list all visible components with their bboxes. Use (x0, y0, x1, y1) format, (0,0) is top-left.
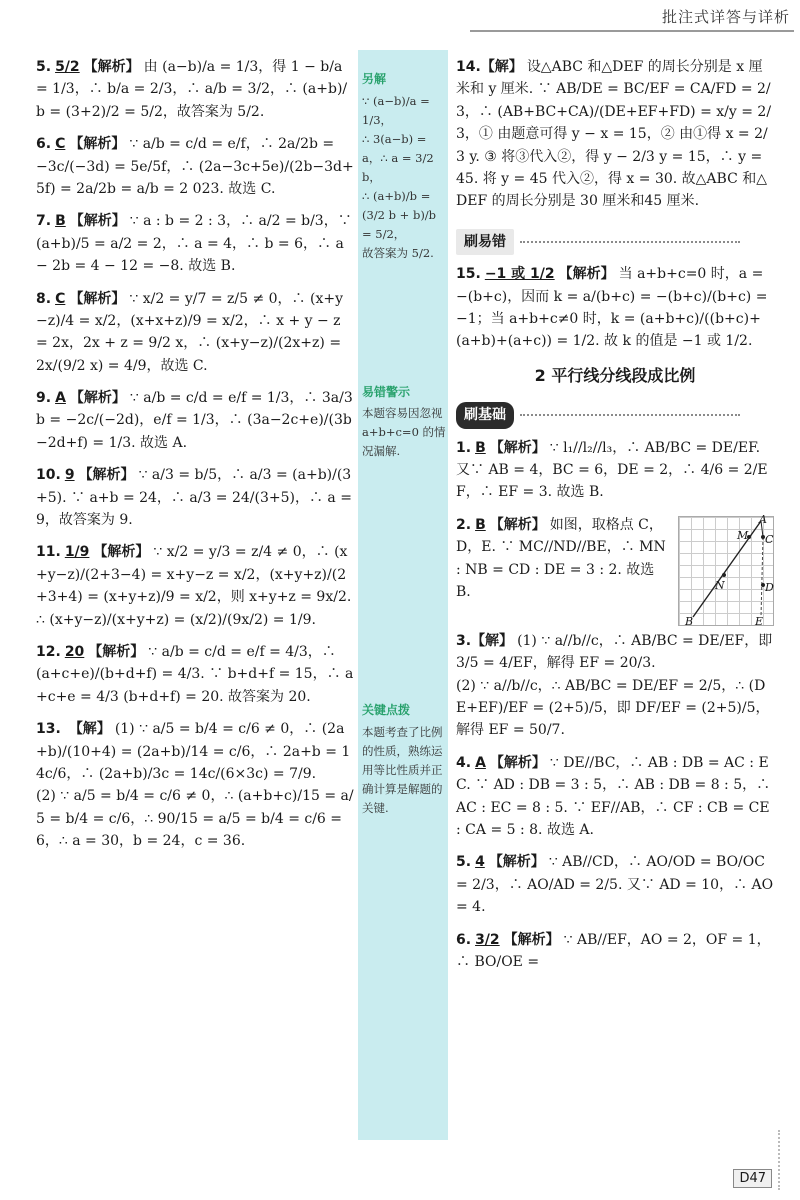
solution-item-r5: 5. 4 【解析】 ∵ AB//CD，∴ AO/OD = BO/OC = 2/3，∴ AO/AD = 2/5. 又∵ AD = 10，∴ AO = 4. (456, 854, 778, 916)
figure-label-m: M (737, 528, 749, 542)
grid-figure-lines (679, 517, 775, 627)
solution-item-13: 13. 【解】 (1) ∵ a/5 = b/4 = c/6 ≠ 0，∴ (2a+b)/(10+4) = (2a+b)/14 = c/6，∴ 2a+b = 14c/6，∴ (2a+b)/3c = 14c/(6×3c) = 7/9. (2) ∵ a/5 = b/4 = c/6 ≠ 0，∴ (a+b+c)/15 = a/5 = b/4 = c/6，∴ 90/15 = a/5 = b/4 = c/6 = 6，∴ a = 30，b = 24，c = 36. (36, 721, 354, 850)
note-key-hint: 关键点拨 本题考查了比例的性质，熟练运用等比性质并正确计算是解题的关键. (362, 703, 443, 815)
solution-item-r6: 6. 3/2 【解析】 ∵ AB//EF，AO = 2，OF = 1，∴ BO/OE = (456, 931, 771, 970)
solution-item-15: 15. −1 或 1/2 【解析】 当 a+b+c=0 时，a = −(b+c)，因而 k = a/(b+c) = −(b+c)/(b+c) = −1；当 a+b+c≠0 时，k = (a+b+c)/((b+c)+(a+b)+(a+c)) = 1/2. 故 k 的值是 −1 或 1/2. (456, 266, 772, 350)
solution-item-r2: A M C N D B E 2. B 【解析】 如图，取格点 C，D，E. ∵ MC//ND//BE，∴ MN : NB = CD : DE = 3 : 2. 故选 B. (456, 514, 774, 604)
solution-item-r4: 4. A 【解析】 ∵ DE//BC，∴ AB : DB = AC : EC. ∵ AD : DB = 3 : 5，∴ AB : DB = 8 : 5，∴ AC : EC = 8 : 5. ∵ EF//AB，∴ CF : CB = CE : CA = 5 : 8. 故选 A. (456, 754, 775, 838)
figure-label-b: B (685, 614, 694, 628)
solution-item-6: 6. C 【解析】 ∵ a/b = c/d = e/f，∴ 2a/2b = −3c/(−3d) = 5e/5f，∴ (2a−3c+5e)/(2b−3d+5f) = 2a/2b = a/b = 2 023. 故选 C. (36, 136, 354, 197)
right-column (456, 56, 778, 983)
solution-item-9: 9. A 【解析】 ∵ a/b = c/d = e/f = 1/3，∴ 3a/3b = −2c/(−2d)，e/f = 1/3，∴ (3a−2c+e)/(3b−2d+f) = 1/3. 故选 A. (36, 390, 353, 451)
solution-item-11: 11. 1/9 【解析】 ∵ x/2 = y/3 = z/4 ≠ 0，∴ (x+y−z)/(2+3−4) = x+y−z = x/2，(x+y+z)/(2+3+4) = (x+y+z)/9 = x/2，则 x+y+z = 9x/2. ∴ (x+y−z)/(x+y+z) = (x/2)/(9x/2) = 1/9. (36, 544, 356, 628)
solution-item-12: 12. 20 【解析】 ∵ a/b = c/d = e/f = 4/3，∴ (a+c+e)/(b+d+f) = 4/3. ∵ b+d+f = 15，∴ a+c+e = 4/3 (b+d+f) = 20. 故答案为 20. (36, 643, 354, 705)
figure-label-e: E (755, 614, 764, 628)
solution-item-r3: 3.【解】 (1) ∵ a//b//c，∴ AB/BC = DE/EF，即 3/5 = 4/EF，解得 EF = 20/3. (2) ∵ a//b//c，∴ AB/BC = DE/EF = 2/5，∴ (DE+EF)/EF = (2+5)/5，即 DF/EF = (2+5)/5，解得 EF = 50/7. (456, 632, 773, 739)
header-title: 批注式详答与详析 (661, 8, 790, 26)
solution-item-r1: 1. B 【解析】 ∵ l₁//l₂//l₃，∴ AB/BC = DE/EF. 又∵ AB = 4，BC = 6，DE = 2，∴ 4/6 = 2/EF，∴ EF = 3. 故选 B. (456, 439, 768, 501)
figure-label-n: N (715, 578, 725, 592)
solution-item-14: 14.【解】 设△ABC 和△DEF 的周长分别是 x 厘米和 y 厘米. ∵ AB/DE = BC/EF = CA/FD = 2/3，∴ (AB+BC+CA)/(DE+EF+FD) = x/y = 2/3，① 由题意可得 y − x = 15，② 由①得 x = 2/3 y. ③ 将③代入②，得 y − 2/3 y = 15，∴ y = 45. 将 y = 45 代入②，得 x = 30. 故△ABC 和△DEF 的周长分别是 30 厘米和45 厘米. (456, 59, 772, 210)
section-header-jichu: 刷基础 (456, 396, 774, 436)
note-alternative-solution: 另解 ∵ (a−b)/a = 1/3， ∴ 3(a−b) = a，∴ a = 3/2 b， ∴ (a+b)/b = (3/2 b + b)/b = 5/2， 故答案为 5/2. (362, 72, 437, 260)
section-header-yicuo: 刷易错 (456, 223, 774, 263)
note-error-warning: 易错警示 本题容易因忽视 a+b+c=0 的情况漏解. (362, 384, 447, 459)
header-divider (470, 30, 794, 32)
solution-item-5: 5. 5/2 【解析】 由 (a−b)/a = 1/3，得 1 − b/a = 1/3，∴ b/a = 2/3，∴ a/b = 3/2，∴ (a+b)/b = (3+2)/2 = 5/2，故答案为 5/2. (36, 59, 348, 120)
grid-figure (678, 512, 774, 628)
solution-item-7: 7. B 【解析】 ∵ a : b = 2 : 3，∴ a/2 = b/3，∵ (a+b)/5 = a/2 = 2，∴ a = 4，∴ b = 6，∴ a − 2b = 4 − 12 = −8. 故选 B. (36, 213, 357, 275)
solution-item-8: 8. C 【解析】 ∵ x/2 = y/7 = z/5 ≠ 0，∴ (x+y−z)/4 = x/2，(x+x+z)/9 = x/2，∴ x + y − z = 2x，2x + z = 9/2 x，∴ (x+y−z)/(2x+z) = 2x/(9/2 x) = 4/9，故选 C. (36, 290, 346, 374)
figure-label-a: A (759, 512, 767, 526)
sidebar-notes (362, 64, 446, 836)
page-edge-dots (778, 1130, 796, 1190)
left-column (36, 56, 357, 863)
figure-label-d: D (765, 580, 774, 594)
section-title: 2 平行线分线段成比例 (534, 365, 696, 385)
page-number: D47 (733, 1169, 772, 1188)
solution-item-10: 10. 9 【解析】 ∵ a/3 = b/5，∴ a/3 = (a+b)/(3+5). ∵ a+b = 24，∴ a/3 = 24/(3+5)，∴ a = 9，故答案为 9. (36, 467, 357, 529)
figure-label-c: C (765, 532, 774, 546)
